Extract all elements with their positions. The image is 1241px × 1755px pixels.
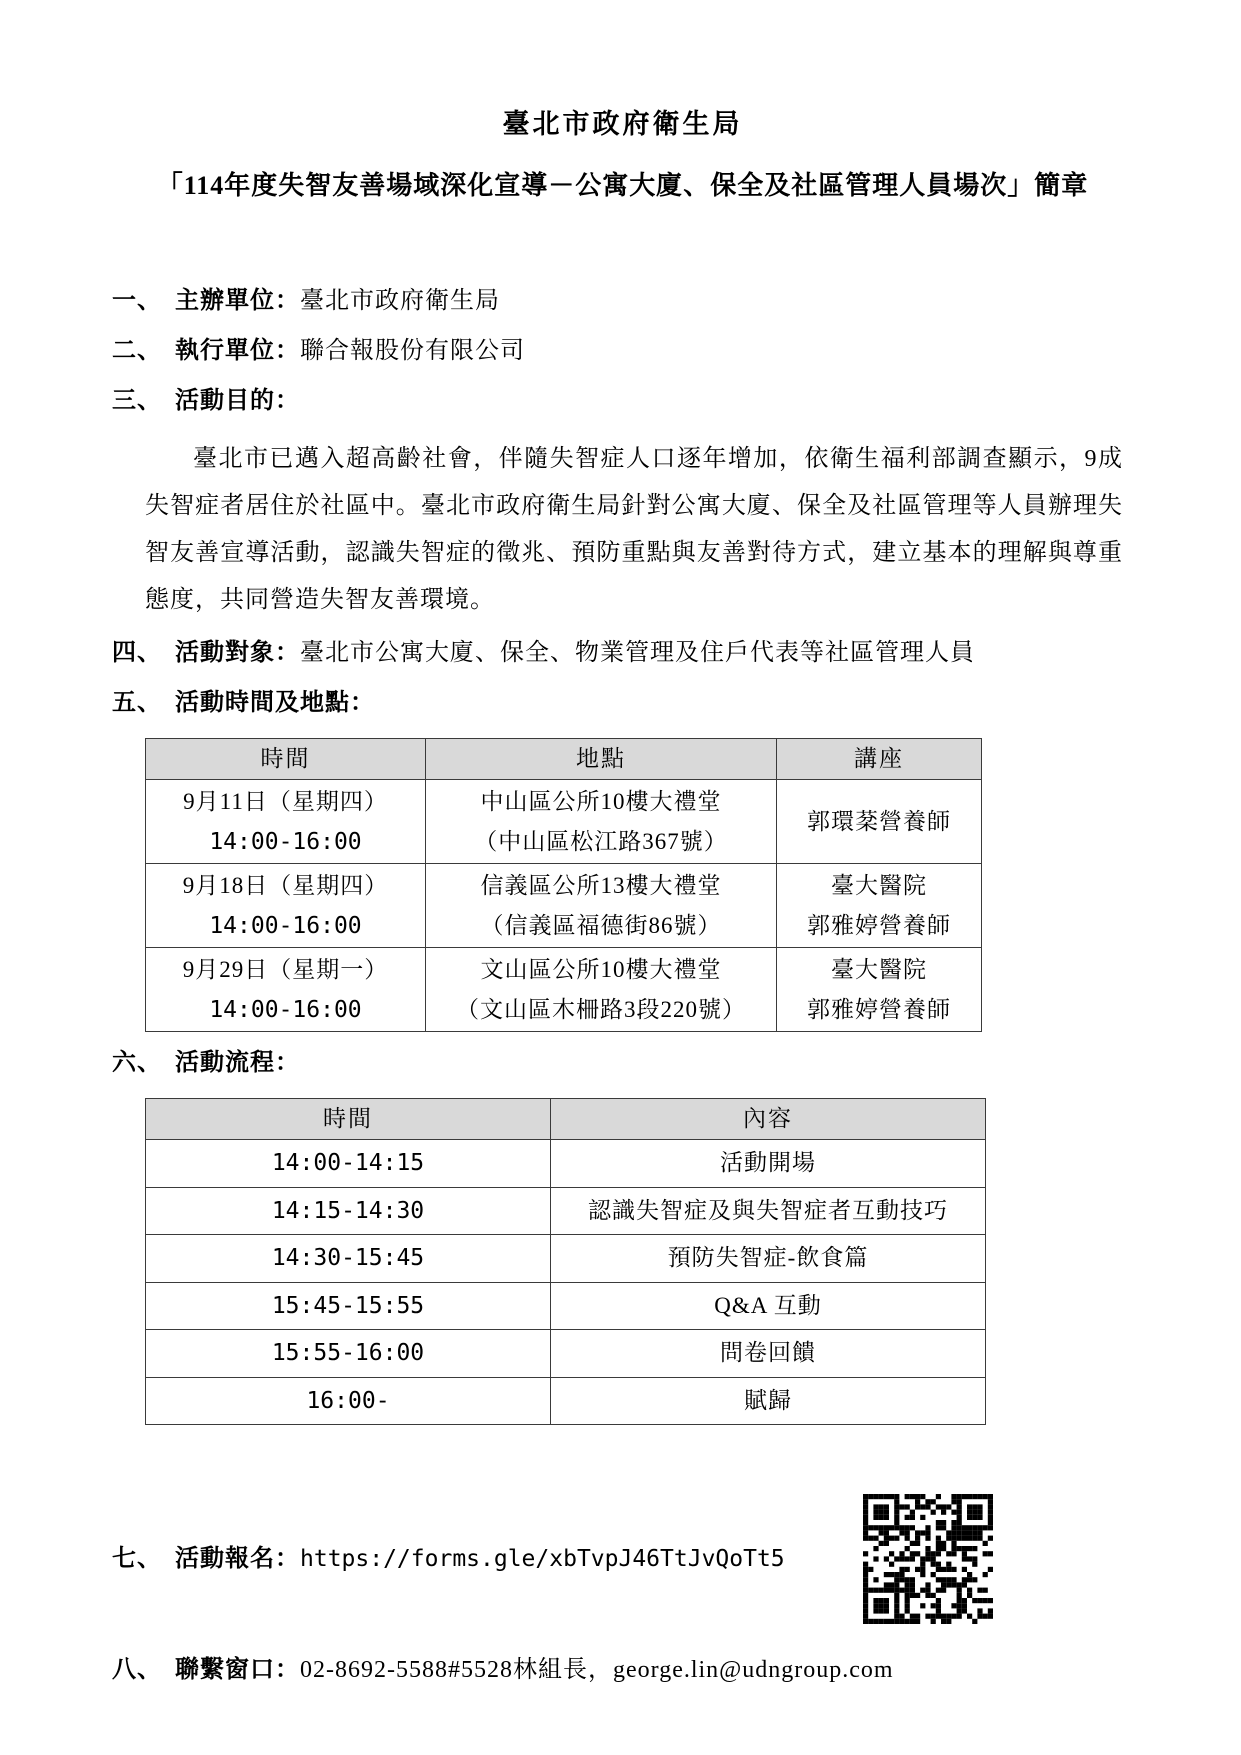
agenda-time: 15:55-16:00 — [146, 1330, 551, 1378]
agenda-content: 活動開場 — [551, 1140, 986, 1188]
venue-name: 中山區公所10樓大禮堂 — [480, 788, 722, 814]
table-row — [146, 864, 982, 948]
registration-qr-code — [863, 1494, 993, 1624]
item-number: 二、 — [112, 338, 162, 364]
agenda-header-content: 內容 — [551, 1099, 986, 1140]
schedule-header-time: 時間 — [146, 739, 426, 780]
agenda-content: Q&A 互動 — [551, 1282, 986, 1330]
session-hours: 14:00-16:00 — [209, 912, 362, 939]
session-date: 9月11日（星期四） — [183, 788, 388, 814]
item-number: 三、 — [112, 388, 162, 414]
item-number: 四、 — [112, 640, 162, 666]
agenda-content: 預防失智症-飲食篇 — [551, 1235, 986, 1283]
signup-section — [112, 1489, 1133, 1629]
schedule-lecturer-cell — [777, 780, 982, 864]
item-number: 八、 — [112, 1657, 162, 1683]
item-label: 活動對象： — [175, 640, 300, 666]
table-row — [146, 1330, 986, 1378]
agenda-content: 認識失智症及與失智症者互動技巧 — [551, 1187, 986, 1235]
lecturer-hospital: 臺大醫院 — [831, 956, 927, 982]
table-row — [146, 1235, 986, 1283]
page-subtitle: 「114年度失智友善場域深化宣導－公寓大廈、保全及社區管理人員場次」簡章 — [156, 171, 1089, 200]
schedule-lecturer-cell — [777, 948, 982, 1032]
agenda-time: 15:45-15:55 — [146, 1282, 551, 1330]
lecturer-name: 郭雅婷營養師 — [807, 996, 951, 1022]
agenda-content: 問卷回饋 — [551, 1330, 986, 1378]
table-row — [146, 780, 982, 864]
venue-address: （信義區福德街86號） — [480, 912, 722, 938]
schedule-header-row — [146, 739, 982, 780]
item-schedule-heading — [112, 688, 1133, 719]
item-audience — [112, 638, 1133, 669]
schedule-time-cell — [146, 780, 426, 864]
schedule-lecturer-cell — [777, 864, 982, 948]
item-label: 活動報名： — [175, 1545, 300, 1572]
item-contact — [112, 1655, 1133, 1686]
item-value: 臺北市政府衛生局 — [300, 288, 500, 314]
item-executor — [112, 336, 1133, 367]
schedule-time-cell — [146, 948, 426, 1032]
item-number: 五、 — [112, 690, 162, 716]
venue-address: （中山區松江路367號） — [474, 828, 728, 854]
document-body — [112, 286, 1133, 1686]
venue-name: 文山區公所10樓大禮堂 — [480, 956, 722, 982]
venue-name: 信義區公所13樓大禮堂 — [480, 872, 722, 898]
item-number: 七、 — [112, 1545, 162, 1572]
table-row — [146, 1140, 986, 1188]
agenda-time: 14:15-14:30 — [146, 1187, 551, 1235]
item-label: 活動時間及地點： — [175, 690, 375, 716]
agenda-time: 14:00-14:15 — [146, 1140, 551, 1188]
item-label: 執行單位： — [175, 338, 300, 364]
agenda-time: 16:00- — [146, 1377, 551, 1425]
lecturer-name: 郭環棻營養師 — [807, 808, 951, 834]
item-signup — [112, 1544, 785, 1575]
venue-address: （文山區木柵路3段220號） — [456, 996, 746, 1022]
item-number: 一、 — [112, 288, 162, 314]
purpose-paragraph: 臺北市已邁入超高齡社會，伴隨失智症人口逐年增加，依衛生福利部調查顯示，9成失智症者居住於社區中。臺北市政府衛生局針對公寓大廈、保全及社區管理等人員辦理失智友善宣導活動，認識失智症的徵兆、預防重點與友善對待方式，建立基本的理解與尊重態度，共同營造失智友善環境。 — [145, 446, 1123, 613]
page-title: 臺北市政府衛生局 — [502, 109, 743, 139]
agenda-header-row — [146, 1099, 986, 1140]
contact-value: 02-8692-5588#5528林組長，george.lin@udngroup.com — [300, 1657, 894, 1683]
schedule-place-cell — [426, 864, 777, 948]
item-label: 活動流程： — [175, 1050, 300, 1076]
session-hours: 14:00-16:00 — [209, 828, 362, 855]
item-label: 活動目的： — [175, 388, 300, 414]
schedule-table — [145, 738, 982, 1032]
item-agenda-heading — [112, 1048, 1133, 1079]
session-date: 9月18日（星期四） — [182, 872, 389, 898]
agenda-header-time: 時間 — [146, 1099, 551, 1140]
agenda-table — [145, 1098, 986, 1425]
item-label: 主辦單位： — [175, 288, 300, 314]
schedule-time-cell — [146, 864, 426, 948]
item-organizer — [112, 286, 1133, 317]
agenda-content: 賦歸 — [551, 1377, 986, 1425]
table-row — [146, 1377, 986, 1425]
session-hours: 14:00-16:00 — [209, 996, 362, 1023]
item-value: 聯合報股份有限公司 — [300, 338, 525, 364]
table-row — [146, 948, 982, 1032]
registration-link[interactable]: https://forms.gle/xbTvpJ46TtJvQoTt5 — [300, 1545, 785, 1572]
table-row — [146, 1187, 986, 1235]
schedule-place-cell — [426, 948, 777, 1032]
lecturer-name: 郭雅婷營養師 — [807, 912, 951, 938]
lecturer-hospital: 臺大醫院 — [831, 872, 927, 898]
item-number: 六、 — [112, 1050, 162, 1076]
schedule-place-cell — [426, 780, 777, 864]
agenda-time: 14:30-15:45 — [146, 1235, 551, 1283]
schedule-header-lecturer: 講座 — [777, 739, 982, 780]
session-date: 9月29日（星期一） — [182, 956, 389, 982]
schedule-header-place: 地點 — [426, 739, 777, 780]
item-purpose — [112, 386, 1133, 417]
item-value: 臺北市公寓大廈、保全、物業管理及住戶代表等社區管理人員 — [300, 640, 975, 666]
item-label: 聯繫窗口： — [175, 1657, 300, 1683]
table-row — [146, 1282, 986, 1330]
